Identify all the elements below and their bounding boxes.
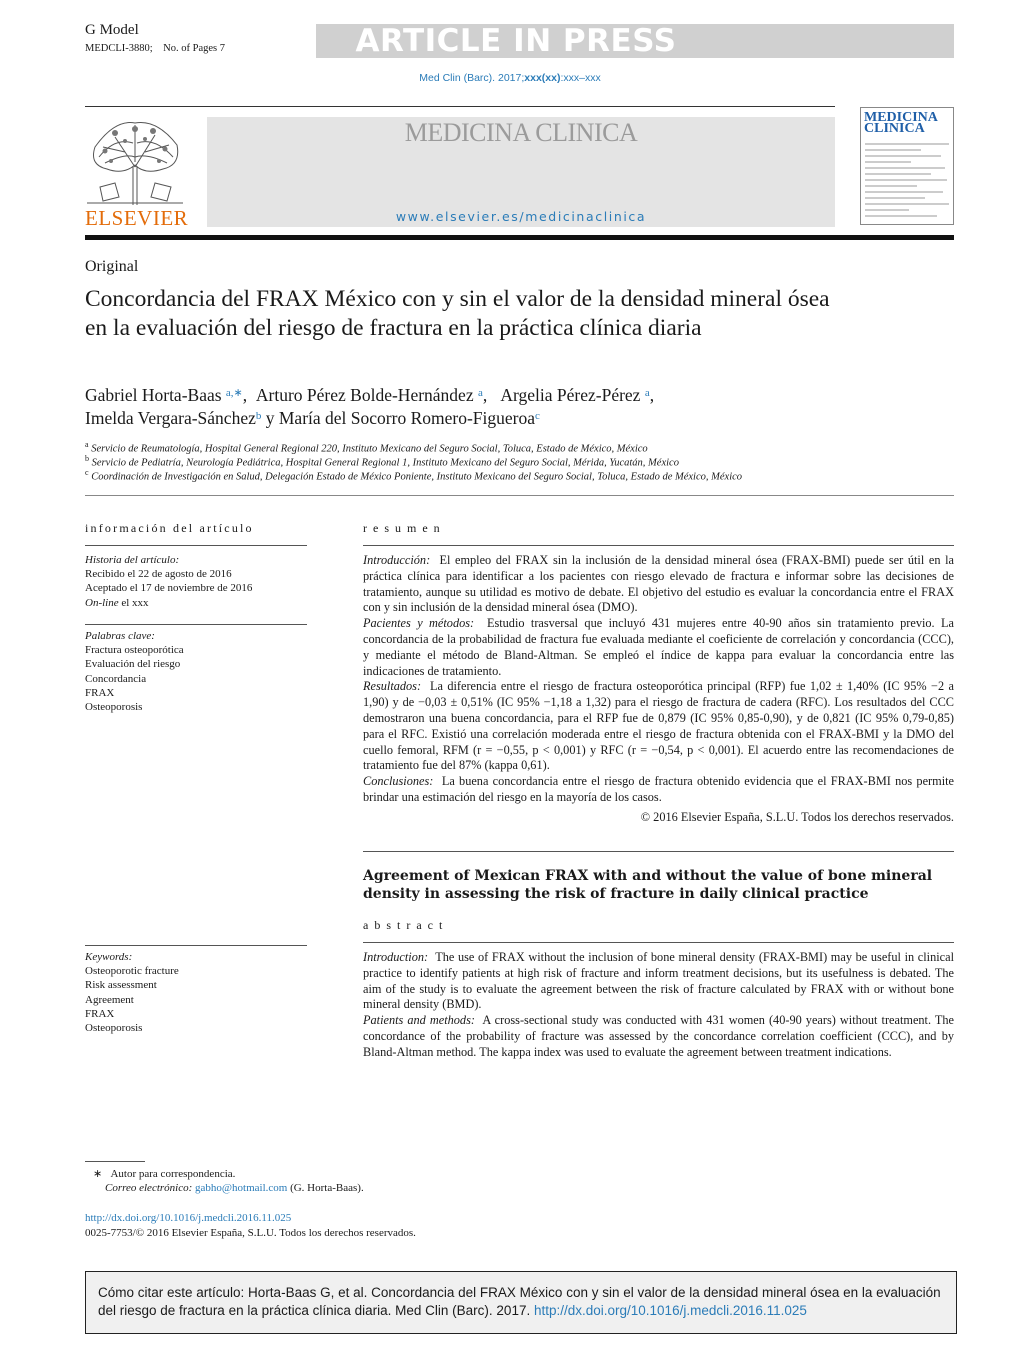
affiliation-text: Servicio de Reumatología, Hospital General Regional 220, Instituto Mexicano del Seguro Social, Toluca, Estado de México, México bbox=[91, 443, 648, 455]
keywords-en-rule bbox=[85, 945, 307, 946]
article-section: Original bbox=[85, 258, 139, 275]
keyword: Osteoporotic fracture bbox=[85, 965, 179, 978]
corresponding-text: Autor para correspondencia. bbox=[110, 1168, 236, 1180]
affiliation bbox=[85, 440, 954, 455]
keywords-rule bbox=[85, 624, 307, 625]
keyword: Fractura osteoporótica bbox=[85, 644, 184, 657]
resumen-paragraph bbox=[363, 774, 954, 806]
author-affiliation-mark[interactable]: a bbox=[477, 387, 483, 399]
resumen-paragraph bbox=[363, 616, 954, 679]
corresponding-mark: ∗ bbox=[93, 1168, 103, 1180]
affiliation bbox=[85, 454, 954, 469]
cite-text: Cómo citar este artículo: Horta-Baas G, et al. Concordancia del FRAX México con y sin el valor de la densidad mineral ósea en la evaluación del riesgo de fractura en la práctica clínica diaria. Med Clin (Barc). 2017. bbox=[98, 1285, 941, 1318]
keyword: FRAX bbox=[85, 686, 115, 699]
resumen-paragraph bbox=[363, 553, 954, 616]
abstract-paragraph bbox=[363, 950, 954, 1013]
paragraph-text: La buena concordancia entre el riesgo de fractura obtenido evidencia que el FRAX-BMI nos permite brindar una estimación del riesgo en la mayoría de los casos. bbox=[363, 774, 954, 804]
cite-doi-link[interactable]: http://dx.doi.org/10.1016/j.medcli.2016.11.025 bbox=[533, 1303, 807, 1318]
header-rule bbox=[85, 106, 835, 107]
section-divider bbox=[85, 495, 954, 496]
author-affiliation-mark[interactable]: b bbox=[255, 410, 262, 422]
article-in-press-banner: ARTICLE IN PRESS bbox=[355, 23, 677, 59]
abstract-heading: abstract bbox=[363, 918, 449, 932]
paragraph-label: Patients and methods: bbox=[363, 1013, 475, 1028]
keyword: Osteoporosis bbox=[85, 701, 143, 714]
history-label: Historia del artículo: bbox=[85, 554, 180, 566]
article-info-heading: información del artículo bbox=[85, 521, 254, 535]
paragraph-text: El empleo del FRAX sin la inclusión de la densidad mineral ósea (FRAX-BMI) puede ser útil en la práctica clínica para identificar a los pacientes con riesgo elevado de fractura e informar sobre las decisiones de tratamiento, aunque su utilidad es motivo de debate. El objetivo del estudio es evaluar la concordancia entre el FRAX con y sin inclusión de la densidad mineral ósea (DMO). bbox=[363, 553, 955, 615]
info-rule bbox=[85, 545, 307, 546]
doi-link[interactable]: http://dx.doi.org/10.1016/j.medcli.2016.11.025 bbox=[85, 1212, 292, 1224]
author-separator: y bbox=[261, 408, 279, 428]
english-title: Agreement of Mexican FRAX with and without the value of bone mineral density in assessing the risk of fracture in daily clinical practice bbox=[363, 868, 933, 902]
journal-citation[interactable] bbox=[0, 72, 1020, 84]
online-label: On-line bbox=[85, 596, 119, 609]
keyword: Concordancia bbox=[85, 672, 147, 685]
author-name[interactable]: María del Socorro Romero-Figueroa bbox=[278, 408, 535, 428]
author-separator: , bbox=[482, 385, 492, 405]
affiliation bbox=[85, 468, 954, 483]
elsevier-wordmark: ELSEVIER bbox=[85, 206, 189, 230]
journal-name: MEDICINA CLINICA bbox=[404, 118, 638, 147]
keyword: Evaluación del riesgo bbox=[85, 658, 181, 671]
corresponding-author-note bbox=[93, 1167, 235, 1180]
author-affiliation-mark[interactable]: a,∗ bbox=[225, 387, 243, 399]
paragraph-text: A cross-sectional study was conducted with 431 women (40-90 years) without treatment. The concordance of the probability of fracture was assessed by the concordance correlation coefficient (CCC), and by Bland-Altman method. The kappa index was used to evaluate the agreement between treatment indications. bbox=[363, 1013, 954, 1059]
author-separator: , bbox=[649, 385, 655, 405]
author-list bbox=[85, 384, 845, 430]
article-history bbox=[85, 553, 307, 610]
paragraph-label: Resultados: bbox=[363, 679, 422, 694]
keyword: Agreement bbox=[85, 993, 134, 1006]
accepted-date: Aceptado el 17 de noviembre de 2016 bbox=[85, 582, 253, 595]
keywords-en-label: Keywords: bbox=[85, 951, 133, 963]
resumen-rule bbox=[363, 545, 954, 546]
abstract-divider bbox=[363, 851, 954, 852]
abstract-body bbox=[363, 950, 954, 1061]
online-date bbox=[85, 596, 307, 610]
paragraph-label: Pacientes y métodos: bbox=[363, 616, 475, 631]
keywords-en bbox=[85, 950, 307, 1035]
gmodel-label: G Model bbox=[85, 22, 139, 38]
email-label: Correo electrónico: bbox=[105, 1182, 193, 1194]
how-to-cite-box bbox=[85, 1271, 957, 1334]
abstract-rule bbox=[363, 942, 954, 943]
affiliation-mark: b bbox=[85, 454, 89, 463]
abstract-paragraph bbox=[363, 1013, 954, 1060]
paragraph-label: Conclusiones: bbox=[363, 774, 434, 789]
doc-id-text: MEDCLI-3880; bbox=[85, 43, 153, 54]
issn-line: 0025-7753/© 2016 Elsevier España, S.L.U. Todos los derechos reservados. bbox=[85, 1227, 416, 1239]
author-name[interactable]: Gabriel Horta-Baas bbox=[85, 385, 222, 405]
journal-cite-bold: xxx(xx) bbox=[524, 72, 561, 84]
author-separator: , bbox=[242, 385, 252, 405]
email-note bbox=[105, 1182, 364, 1194]
masthead-thick-rule bbox=[85, 235, 954, 240]
keywords-es bbox=[85, 629, 307, 714]
online-value: el xxx bbox=[118, 596, 149, 609]
author-name[interactable]: Arturo Pérez Bolde-Hernández bbox=[255, 385, 474, 405]
paragraph-text: The use of FRAX without the inclusion of bone mineral density (FRAX-BMI) may be useful in clinical practice to identify patients at high risk of fracture and inform treatment decisions, but its usefulness is debated. The aim of the study is to evaluate the agreement between the risk of fracture calculated by FRAX with or without bone mineral density (BMD). bbox=[363, 950, 954, 1012]
footnote-rule bbox=[85, 1161, 145, 1162]
author-affiliation-mark[interactable]: c bbox=[534, 410, 540, 422]
author-name[interactable]: Argelia Pérez-Pérez bbox=[500, 385, 641, 405]
email-suffix: (G. Horta-Baas). bbox=[287, 1182, 364, 1194]
keywords-es-label: Palabras clave: bbox=[85, 630, 155, 642]
keyword: Osteoporosis bbox=[85, 1022, 143, 1035]
affiliation-text: Coordinación de Investigación en Salud, Delegación Estado de México Poniente, Instituto Mexicano del Seguro Social, Toluca, Estado de México, México bbox=[91, 471, 743, 483]
affiliation-mark: a bbox=[85, 440, 89, 449]
keyword: FRAX bbox=[85, 1007, 115, 1020]
resumen-heading: resumen bbox=[363, 521, 446, 535]
affiliation-text: Servicio de Pediatría, Neurología Pediátrica, Hospital General Regional 1, Instituto Mexicano del Seguro Social, Mérida, Yucatán, México bbox=[91, 457, 679, 469]
cover-journal-title: MEDICINA CLINICA bbox=[864, 110, 938, 136]
article-title: Concordancia del FRAX México con y sin el valor de la densidad mineral ósea en la evaluación del riesgo de fractura en la práctica clínica diaria bbox=[85, 286, 830, 341]
journal-cite-prefix: Med Clin (Barc). 2017; bbox=[419, 72, 525, 84]
paragraph-text: Estudio trasversal que incluyó 431 mujeres entre 40-90 años sin tratamiento previo. La concordancia de la probabilidad de fractura fue evaluada mediante el coeficiente de correlación y concordancia (CCC), y mediante el método de Bland-Altman. Se empleó el índice de kappa para evaluar la concordancia entre las indicaciones de tratamiento. bbox=[363, 616, 954, 678]
email-link[interactable]: gabho@hotmail.com bbox=[195, 1182, 288, 1194]
paragraph-label: Introduction: bbox=[363, 950, 429, 964]
document-id bbox=[85, 43, 225, 54]
received-date: Recibido el 22 de agosto de 2016 bbox=[85, 568, 232, 581]
paragraph-label: Introducción: bbox=[363, 553, 431, 567]
journal-cite-suffix: :xxx–xxx bbox=[560, 72, 601, 84]
journal-url-link[interactable]: www.elsevier.es/medicinaclinica bbox=[395, 209, 647, 224]
page-count: No. of Pages 7 bbox=[163, 43, 225, 54]
resumen-body bbox=[363, 553, 954, 806]
author-name[interactable]: Imelda Vergara-Sánchez bbox=[85, 408, 256, 428]
affiliation-mark: c bbox=[85, 468, 89, 477]
paragraph-text: La diferencia entre el riesgo de fractura osteoporótica principal (RFP) fue 1,02 ± 1,40% (IC 95% −2 a 1,90) y de −0,03 ± 0,51% (IC 95% −1,18 a 1,32) para el riesgo de fractura de cadera (RFC). Los resultados del CCC demostraron una buena concordancia, para el RFP fue de 0,879 (IC 95% 0,85-0,90), y de 0,821 (IC 95% 0,79-0,85) para el RFC. Existió una correlación moderada entre el riesgo de fractura obtenida con el FRAX-BMI y la DMO del cuello femoral, RFM (r = −0,55, p < 0,001) y RFC (r = −0,54, p < 0,001). El acuerdo entre las recomendaciones de tratamiento fue del 87% (kappa 0,61). bbox=[363, 679, 954, 773]
keyword: Risk assessment bbox=[85, 979, 157, 992]
resumen-copyright: © 2016 Elsevier España, S.L.U. Todos los derechos reservados. bbox=[640, 810, 954, 824]
author-affiliation-mark[interactable]: a bbox=[644, 387, 650, 399]
resumen-paragraph bbox=[363, 679, 954, 774]
elsevier-tree-logo-icon bbox=[85, 117, 185, 205]
